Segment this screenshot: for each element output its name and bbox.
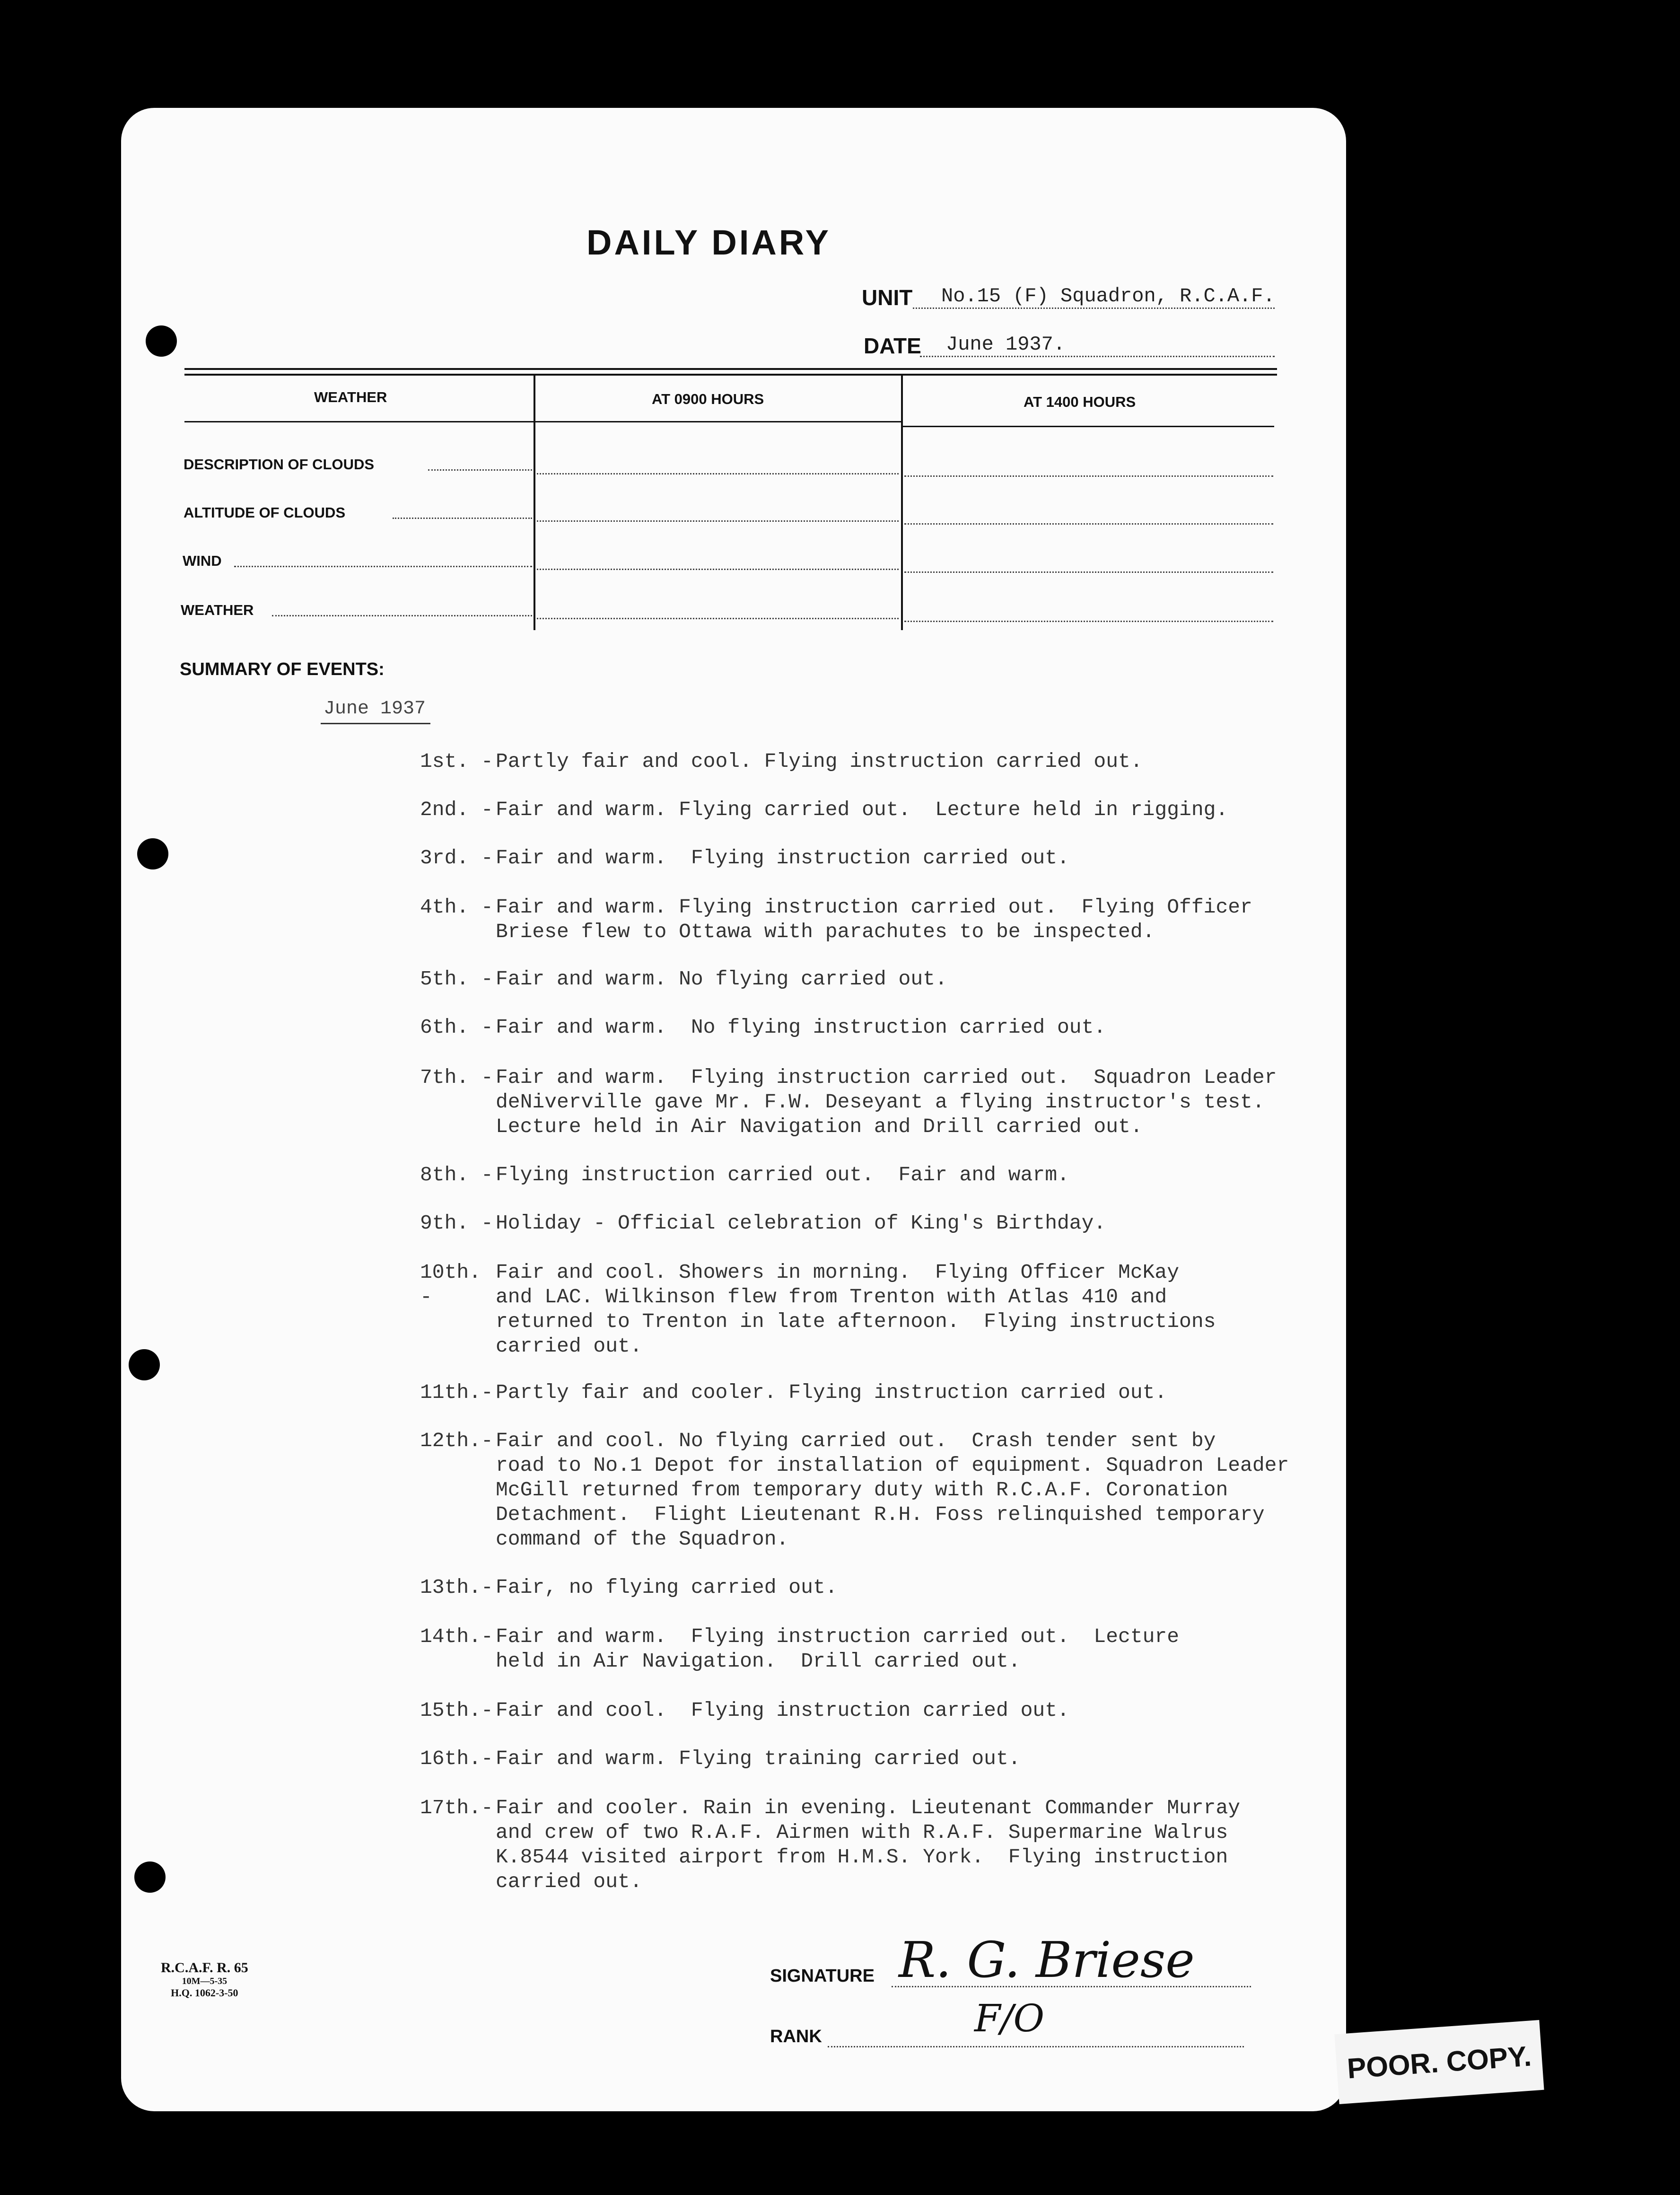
form-identifier <box>161 1960 248 1999</box>
summary-month-underline <box>321 723 430 724</box>
entry-text: Fair, no flying carried out. <box>496 1576 838 1599</box>
signature: R. G. Briese <box>899 1931 1195 1989</box>
entry-day: 11th.- <box>420 1381 493 1404</box>
weather-row-dotline <box>904 571 1273 573</box>
table-divider <box>534 375 535 630</box>
diary-entry <box>420 798 1290 822</box>
diary-entry <box>420 1065 1290 1139</box>
signature-dotline <box>892 1986 1251 1987</box>
entry-day: 9th. - <box>420 1212 493 1235</box>
entry-day: 3rd. - <box>420 846 493 869</box>
entry-text: Holiday - Official celebration of King's Birthday. <box>496 1212 1106 1235</box>
weather-row-label: DESCRIPTION OF CLOUDS <box>184 456 375 473</box>
weather-row-dotline <box>537 520 899 522</box>
weather-row-dotline <box>904 621 1273 622</box>
diary-entry <box>420 1380 1290 1405</box>
weather-row-dotline <box>537 618 899 619</box>
diary-entry <box>420 1575 1290 1600</box>
date-label: DATE <box>864 334 921 358</box>
entry-day: 17th.- <box>420 1796 493 1819</box>
weather-row-dotline <box>537 473 899 474</box>
entry-day: 7th. - <box>420 1066 493 1089</box>
diary-entry <box>420 749 1290 774</box>
diary-entry <box>420 1698 1290 1723</box>
table-top-rule-2 <box>184 374 1277 376</box>
1400-column-header: AT 1400 HOURS <box>1024 394 1136 410</box>
entry-day: 8th. - <box>420 1163 493 1186</box>
summary-label: SUMMARY OF EVENTS: <box>180 659 385 679</box>
weather-row-label: ALTITUDE OF CLOUDS <box>184 504 346 521</box>
entry-day: 16th.- <box>420 1747 493 1770</box>
form-number: R.C.A.F. R. 65 <box>161 1960 248 1976</box>
entry-text: Fair and cooler. Rain in evening. Lieutenant Commander Murray and crew of two R.A.F. Airmen with R.A.F. Supermarine Walrus K.8544 visited airport from H.M.S. York. Flying instruction carried out. <box>496 1796 1241 1893</box>
entry-day: 1st. - <box>420 750 493 773</box>
entry-day: 4th. - <box>420 896 493 919</box>
entry-text: Fair and warm. Flying instruction carried out. Lecture held in Air Navigation. Drill carried out. <box>496 1625 1180 1673</box>
entry-text: Fair and cool. No flying carried out. Crash tender sent by road to No.1 Depot for installation of equipment. Squadron Leader McGill returned from temporary duty with R.C.A.F. Coronation Detachment. Flight Lieutenant R.H. Foss relinquished temporary command of the Squadron. <box>496 1429 1289 1551</box>
entry-text: Fair and warm. No flying carried out. <box>496 967 947 991</box>
diary-entry <box>420 846 1290 870</box>
date-dotline <box>920 356 1275 357</box>
entry-day: 10th. - <box>420 1261 481 1308</box>
entry-day: 14th.- <box>420 1625 493 1648</box>
entry-day: 13th.- <box>420 1576 493 1599</box>
entry-text: Fair and warm. Flying instruction carried out. <box>496 846 1069 869</box>
entry-day: 2nd. - <box>420 798 493 821</box>
entry-text: Partly fair and cooler. Flying instruction carried out. <box>496 1381 1167 1404</box>
table-header-rule <box>903 426 1274 427</box>
entry-day: 15th.- <box>420 1699 493 1722</box>
diary-entry <box>420 1429 1290 1552</box>
entry-text: Fair and warm. Flying training carried out. <box>496 1747 1021 1770</box>
diary-entry <box>420 1747 1290 1771</box>
table-header-rule <box>535 421 901 422</box>
weather-row-dotline <box>234 566 532 567</box>
weather-row-dotline <box>904 475 1273 477</box>
diary-entry <box>420 967 1290 992</box>
table-divider <box>901 375 903 630</box>
diary-entry <box>420 1163 1290 1187</box>
punch-hole <box>134 1861 166 1893</box>
weather-row-dotline <box>904 523 1273 525</box>
date-value: June 1937. <box>946 333 1066 356</box>
entry-text: Fair and cool. Showers in morning. Flying Officer McKay and LAC. Wilkinson flew from Trenton with Atlas 410 and returned to Trenton in late afternoon. Flying instructions carried out. <box>496 1261 1216 1358</box>
weather-row-label: WIND <box>183 553 222 569</box>
diary-entry <box>420 1015 1290 1040</box>
entry-text: Fair and warm. Flying carried out. Lecture held in rigging. <box>496 798 1228 821</box>
diary-entry <box>420 895 1290 944</box>
table-header-rule <box>184 421 534 422</box>
entry-text: Fair and warm. Flying instruction carried out. Squadron Leader deNiverville gave Mr. F.W. Deseyant a flying instructor's test. Lecture held in Air Navigation and Drill carried out. <box>496 1066 1277 1138</box>
punch-hole <box>146 325 177 357</box>
unit-dotline <box>913 307 1275 309</box>
entry-text: Flying instruction carried out. Fair and warm. <box>496 1163 1069 1186</box>
diary-entry <box>420 1624 1290 1674</box>
rank-label: RANK <box>770 2027 822 2046</box>
weather-row-dotline <box>537 569 899 570</box>
form-print-run: 10M—5-35 <box>182 1976 228 1986</box>
form-hq-ref: H.Q. 1062-3-50 <box>171 1987 238 1999</box>
page-title: DAILY DIARY <box>586 223 831 262</box>
punch-hole <box>129 1349 160 1380</box>
diary-entry <box>420 1211 1290 1236</box>
entry-text: Fair and warm. No flying instruction carried out. <box>496 1016 1106 1039</box>
rank-dotline <box>828 2046 1244 2047</box>
entry-text: Fair and warm. Flying instruction carried out. Flying Officer Briese flew to Ottawa with parachutes to be inspected. <box>496 896 1252 943</box>
weather-row-dotline <box>428 469 532 471</box>
entry-text: Fair and cool. Flying instruction carried out. <box>496 1699 1069 1722</box>
table-top-rule <box>184 368 1277 370</box>
unit-label: UNIT <box>862 285 913 310</box>
unit-value: No.15 (F) Squadron, R.C.A.F. <box>941 285 1275 307</box>
poor-copy-stamp: POOR. COPY. <box>1334 2020 1544 2104</box>
entry-text: Partly fair and cool. Flying instruction carried out. <box>496 750 1143 773</box>
summary-month: June 1937 <box>324 698 426 720</box>
punch-hole <box>137 838 168 869</box>
weather-row-label: WEATHER <box>181 602 254 618</box>
entry-day: 5th. - <box>420 967 493 991</box>
signature-label: SIGNATURE <box>770 1966 875 1986</box>
entry-day: 12th.- <box>420 1429 493 1452</box>
rank-value: F/O <box>974 1996 1045 2040</box>
weather-row-dotline <box>393 518 532 519</box>
weather-row-dotline <box>272 615 532 616</box>
entry-day: 6th. - <box>420 1016 493 1039</box>
weather-column-header: WEATHER <box>314 389 387 405</box>
0900-column-header: AT 0900 HOURS <box>652 391 764 407</box>
diary-entry <box>420 1796 1290 1894</box>
diary-entry <box>420 1260 1290 1359</box>
